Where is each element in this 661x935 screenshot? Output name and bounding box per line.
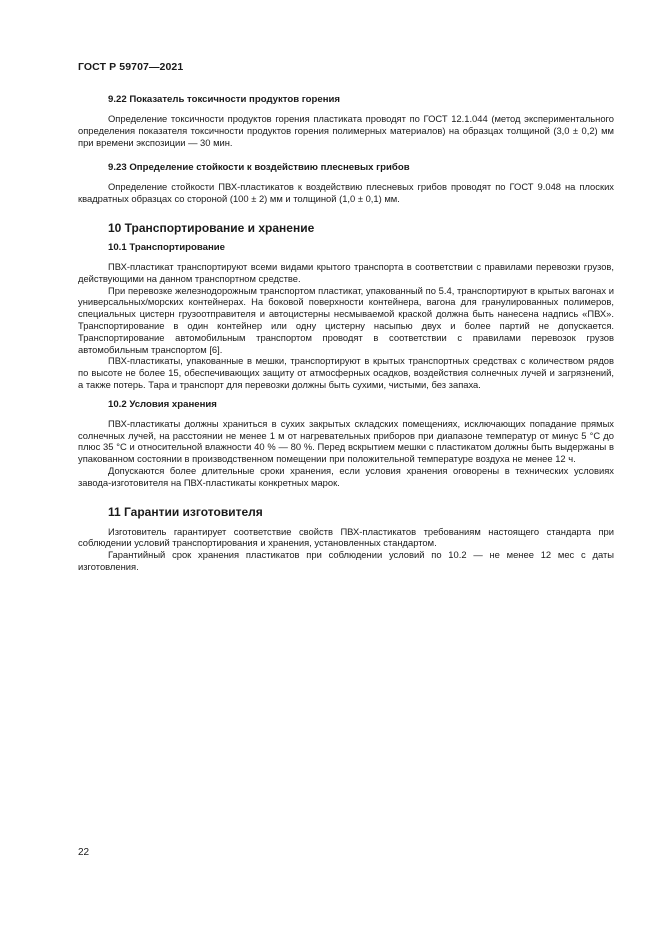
heading-10-1: 10.1 Транспортирование [108,241,225,253]
paragraph-10-2-2: Допускаются более длительные сроки хранения, если условия хранения оговорены в технических условиях завода-изготовителя на ПВХ-пластикаты конкретных марок. [78,464,614,488]
paragraph-9-23: Определение стойкости ПВХ-пластикатов к воздействию плесневых грибов проводят по ГОСТ 9.048 на плоских квадратных образцах со стороной (100 ± 2) мм и толщиной (1,0 ± 0,1) мм. [78,181,614,205]
paragraph-10-1-2: При перевозке железнодорожным транспортом пластикат, упакованный по 5.4, транспортируют в крытых вагонах и универсальных/морских контейнерах. На боковой поверхности контейнера, вагона для гранулированных полимеров, специальных цистерн грузоотправителя и автоцистерны несмываемой краской должна быть нанесена надпись «ПВХ». Транспортирование в один контейнер или одну цистерну насыпью двух и более партий не допускается. Транспортирование автомобильным транспортом проводят в соответствии с правилами перевозок грузов автомобильным транспортом [6]. [78,284,614,355]
paragraph-9-22: Определение токсичности продуктов горения пластиката проводят по ГОСТ 12.1.044 (метод экспериментального определения показателя токсичности продуктов горения полимерных материалов) на образцах толщиной (3,0 ± 0,2) мм при времени экспозиции — 30 мин. [78,113,614,148]
paragraph-11-1: Изготовитель гарантирует соответствие свойств ПВХ-пластикатов требованиям настоящего стандарта при соблюдении условий транспортирования и хранения, установленных стандартом. [78,525,614,549]
heading-9-22: 9.22 Показатель токсичности продуктов горения [108,94,340,105]
paragraph-10-1-3: ПВХ-пластикаты, упакованные в мешки, транспортируют в крытых транспортных средствах с количеством рядов по высоте не более 15, обеспечивающих защиту от атмосферных осадков, воздействия солнечных лучей и загрязнений, а также потерь. Тара и транспорт для перевозки должны быть сухими, чистыми, без запаха. [78,355,614,390]
heading-10-2: 10.2 Условия хранения [108,398,217,410]
paragraph-10-1-1: ПВХ-пластикат транспортируют всеми видами крытого транспорта в соответствии с правилами перевозки грузов, действующими на данном транспортном средстве. [78,260,614,284]
page-number: 22 [78,847,90,858]
heading-9-23: 9.23 Определение стойкости к воздействию плесневых грибов [108,162,410,174]
page-content [78,94,614,573]
heading-section-10: 10 Транспортирование и хранение [108,220,315,235]
paragraph-10-2-1: ПВХ-пластикаты должны храниться в сухих закрытых складских помещениях, исключающих попадание прямых солнечных лучей, на расстоянии не менее 1 м от нагревательных приборов при диапазоне температур от минус 5 °С до плюс 35 °С и относительной влажности 40 % — 80 %. Перед вскрытием мешки с пластикатом должны быть выдержаны в упакованном состоянии в производственном помещении при положительной температуре воздуха не менее 12 ч. [78,417,614,465]
document-code: ГОСТ Р 59707—2021 [78,61,184,73]
heading-section-11: 11 Гарантии изготовителя [108,504,263,519]
paragraph-11-2: Гарантийный срок хранения пластикатов при соблюдении условий по 10.2 — не менее 12 мес с даты изготовления. [78,549,614,572]
